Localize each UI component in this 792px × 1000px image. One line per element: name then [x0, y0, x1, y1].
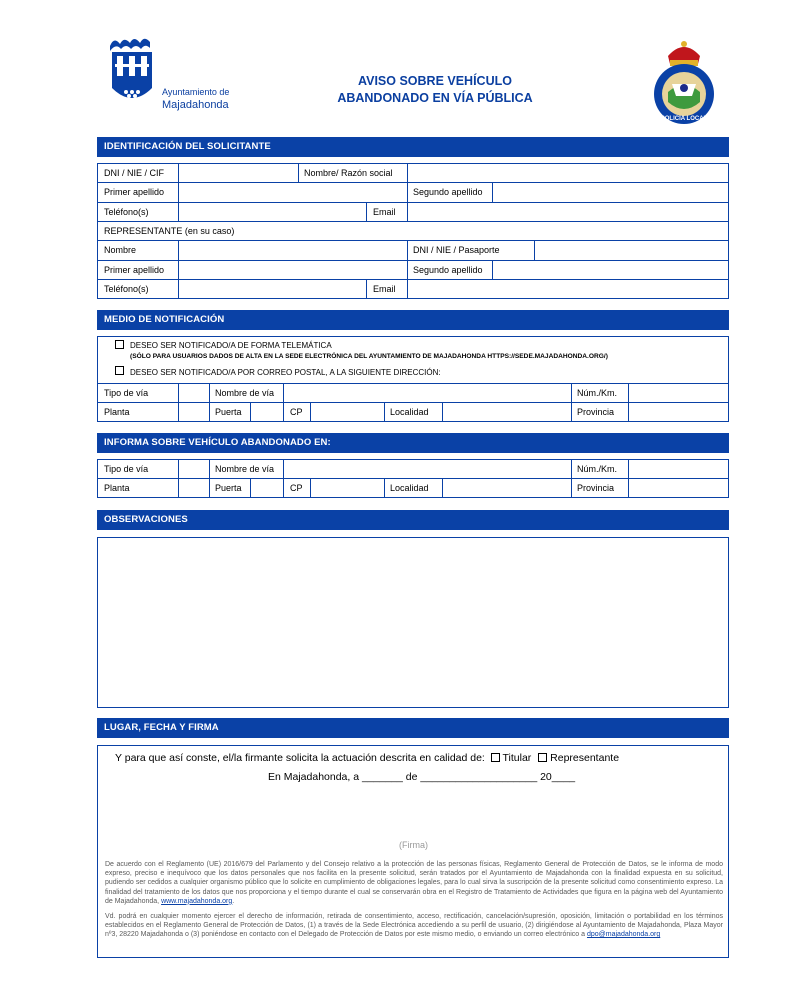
title-line1: AVISO SOBRE VEHÍCULO	[358, 74, 512, 88]
telefono-input[interactable]	[179, 203, 366, 221]
legal-paragraph-2	[105, 912, 723, 940]
majadahonda-emblem-icon	[104, 32, 164, 116]
notif-localidad-label: Localidad	[390, 407, 429, 417]
veh-puerta-label: Puerta	[215, 483, 242, 493]
section-lugar-fecha-firma: LUGAR, FECHA Y FIRMA	[97, 718, 729, 738]
lugar-fecha: En Majadahonda, a _______ de ____________________ 20____	[268, 771, 576, 783]
veh-nombre-via-input[interactable]	[284, 460, 571, 478]
policia-local-badge	[650, 36, 718, 126]
veh-nombre-via-label: Nombre de vía	[215, 464, 275, 474]
veh-provincia-input[interactable]	[629, 479, 728, 498]
notif-planta-input[interactable]	[179, 403, 209, 422]
titular-checkbox[interactable]	[491, 753, 500, 762]
notif-nombre-via-input[interactable]	[284, 384, 571, 402]
segundo-apellido-rep-input[interactable]	[493, 261, 728, 279]
page-title	[300, 73, 570, 107]
notif-provincia-label: Provincia	[577, 407, 615, 417]
nombre-rep-input[interactable]	[179, 241, 407, 260]
legal-paragraph-1: De acuerdo con el Reglamento (UE) 2016/679 del Parlamento y del Consejo relativo a la protección de las personas físicas, Reglamento General de Protección de Datos, se le informa de modo expreso, preciso e inequívoco que los datos personales que nos facilita en la presente solicitud, serán tratados por el Ayuntamiento de Majadahonda con la finalidad expuesta en su solicitud, pudiendo ser cedidos a cualquier organismo público que lo solicite en cumplimiento de obligaciones legales, para lo cual sirva la suscripción de la presente solicitud como consentimiento expreso. La finalidad del tratamiento de los datos que nos proporciona y el tiempo durante el cual se conservarán obra en el Registro de Tratamiento de Actividades que figura en la página web del Ayuntamiento de Majadahonda, www.majadahonda.org.	[105, 861, 723, 905]
notif-planta-label: Planta	[104, 407, 130, 417]
postal-checkbox[interactable]	[115, 366, 124, 375]
email-rep-input[interactable]	[408, 280, 728, 299]
signature-area[interactable]	[250, 790, 580, 836]
email-input[interactable]	[408, 203, 728, 221]
primer-apellido-rep-label: Primer apellido	[104, 265, 165, 275]
veh-localidad-input[interactable]	[443, 479, 571, 498]
dni-label: DNI / NIE / CIF	[104, 168, 165, 178]
section-solicitante: IDENTIFICACIÓN DEL SOLICITANTE	[97, 137, 729, 157]
telefono-label: Teléfono(s)	[104, 207, 149, 217]
veh-provincia-label: Provincia	[577, 483, 615, 493]
segundo-apellido-input[interactable]	[493, 183, 728, 202]
segundo-apellido-rep-label: Segundo apellido	[413, 265, 483, 275]
veh-num-km-input[interactable]	[629, 460, 728, 478]
notif-num-km-input[interactable]	[629, 384, 728, 402]
telematica-label: DESEO SER NOTIFICADO/A DE FORMA TELEMÁTICA	[130, 341, 332, 350]
notif-tipo-via-label: Tipo de vía	[104, 388, 149, 398]
veh-tipo-via-input[interactable]	[179, 460, 209, 478]
veh-tipo-via-label: Tipo de vía	[104, 464, 149, 474]
notif-cp-input[interactable]	[311, 403, 384, 422]
titular-label: Titular	[502, 752, 532, 764]
title-line2: ABANDONADO EN VÍA PÚBLICA	[337, 91, 533, 105]
telematica-note: (SÓLO PARA USUARIOS DADOS DE ALTA EN LA SEDE ELECTRÓNICA DEL AYUNTAMIENTO DE MAJADAHONDA HTTPS://SEDE.MAJADAHONDA.ORG/)	[130, 353, 608, 360]
nombre-razon-input[interactable]	[408, 164, 728, 182]
firma-statement-line	[115, 752, 619, 764]
dpo-email-link[interactable]: dpo@majadahonda.org	[586, 931, 661, 939]
representante-checkbox[interactable]	[538, 753, 547, 762]
veh-localidad-label: Localidad	[390, 483, 429, 493]
notif-provincia-input[interactable]	[629, 403, 728, 422]
ayuntamiento-logo	[104, 32, 244, 116]
notif-nombre-via-label: Nombre de vía	[215, 388, 275, 398]
section-observaciones: OBSERVACIONES	[97, 510, 729, 530]
dni-pasaporte-input[interactable]	[535, 241, 728, 260]
representante-label: REPRESENTANTE (en su caso)	[104, 226, 235, 236]
nombre-rep-label: Nombre	[104, 245, 137, 255]
email-rep-label: Email	[373, 284, 396, 294]
majadahonda-link[interactable]: www.majadahonda.org	[161, 897, 233, 905]
veh-cp-input[interactable]	[311, 479, 384, 498]
primer-apellido-label: Primer apellido	[104, 187, 165, 197]
legal-text-1: De acuerdo con el Reglamento (UE) 2016/679 del Parlamento y del Consejo relativo a la protección de las personas físicas, Reglamento General de Protección de Datos, se le informa de modo expreso, preciso e inequívoco que los datos personales que nos facilita en la presente solicitud, serán tratados por el Ayuntamiento de Majadahonda con la finalidad expuesta en su solicitud, pudiendo ser cedidos a cualquier organismo público que lo solicite en cumplimiento de obligaciones legales, para lo cual sirva la suscripción de la presente solicitud como consentimiento expreso. La finalidad del tratamiento de los datos que nos proporciona y el tiempo durante el cual se conservarán obra en el Registro de Tratamiento de Actividades que figura en la página web del Ayuntamiento de Majadahonda,	[105, 861, 723, 905]
veh-num-km-label: Núm./Km.	[577, 464, 618, 474]
telefono-rep-label: Teléfono(s)	[104, 284, 149, 294]
representante-label: Representante	[550, 752, 620, 764]
firma-label: (Firma)	[399, 840, 428, 850]
veh-puerta-input[interactable]	[251, 479, 283, 498]
email-label: Email	[373, 207, 396, 217]
primer-apellido-rep-input[interactable]	[179, 261, 407, 279]
legal-text-2: Vd. podrá en cualquier momento ejercer el derecho de información, retirada de consentimiento, acceso, rectificación, cancelación/supresión, oposición, limitación o portabilidad en los términos establecidos en el Reglamento General de Protección de Datos, (1) a través de la Sede Electrónica accediendo a su perfil de usuario, (2) dirigiéndose al Ayuntamiento de Majadahonda, Plaza Mayor nº3, 28220 Majadahonda o (3) poniéndose en contacto con el Delegado de Protección de Datos por este mismo medio, o enviando un correo electrónico a	[105, 913, 723, 939]
nombre-razon-label: Nombre/ Razón social	[304, 168, 393, 178]
observaciones-textarea[interactable]	[97, 537, 729, 708]
veh-cp-label: CP	[290, 483, 303, 493]
firma-statement: Y para que así conste, el/la firmante solicita la actuación descrita en calidad de:	[115, 752, 485, 764]
veh-planta-label: Planta	[104, 483, 130, 493]
notif-localidad-input[interactable]	[443, 403, 571, 422]
segundo-apellido-label: Segundo apellido	[413, 187, 483, 197]
primer-apellido-input[interactable]	[179, 183, 407, 202]
logo-line1: Ayuntamiento de	[162, 87, 230, 97]
notif-puerta-input[interactable]	[251, 403, 283, 422]
section-informa: INFORMA SOBRE VEHÍCULO ABANDONADO EN:	[97, 433, 729, 453]
section-notificacion: MEDIO DE NOTIFICACIÓN	[97, 310, 729, 330]
police-badge-icon	[650, 36, 718, 126]
notif-tipo-via-input[interactable]	[179, 384, 209, 402]
telefono-rep-input[interactable]	[179, 280, 366, 299]
notif-puerta-label: Puerta	[215, 407, 242, 417]
dni-input[interactable]	[179, 164, 298, 182]
veh-planta-input[interactable]	[179, 479, 209, 498]
telematica-checkbox[interactable]	[115, 340, 124, 349]
notif-cp-label: CP	[290, 407, 303, 417]
logo-line2: Majadahonda	[162, 99, 229, 111]
notif-num-km-label: Núm./Km.	[577, 388, 618, 398]
dni-pasaporte-label: DNI / NIE / Pasaporte	[413, 245, 500, 255]
badge-text: POLICIA LOCAL	[660, 116, 708, 122]
postal-label: DESEO SER NOTIFICADO/A POR CORREO POSTAL, A LA SIGUIENTE DIRECCIÓN:	[130, 368, 441, 377]
